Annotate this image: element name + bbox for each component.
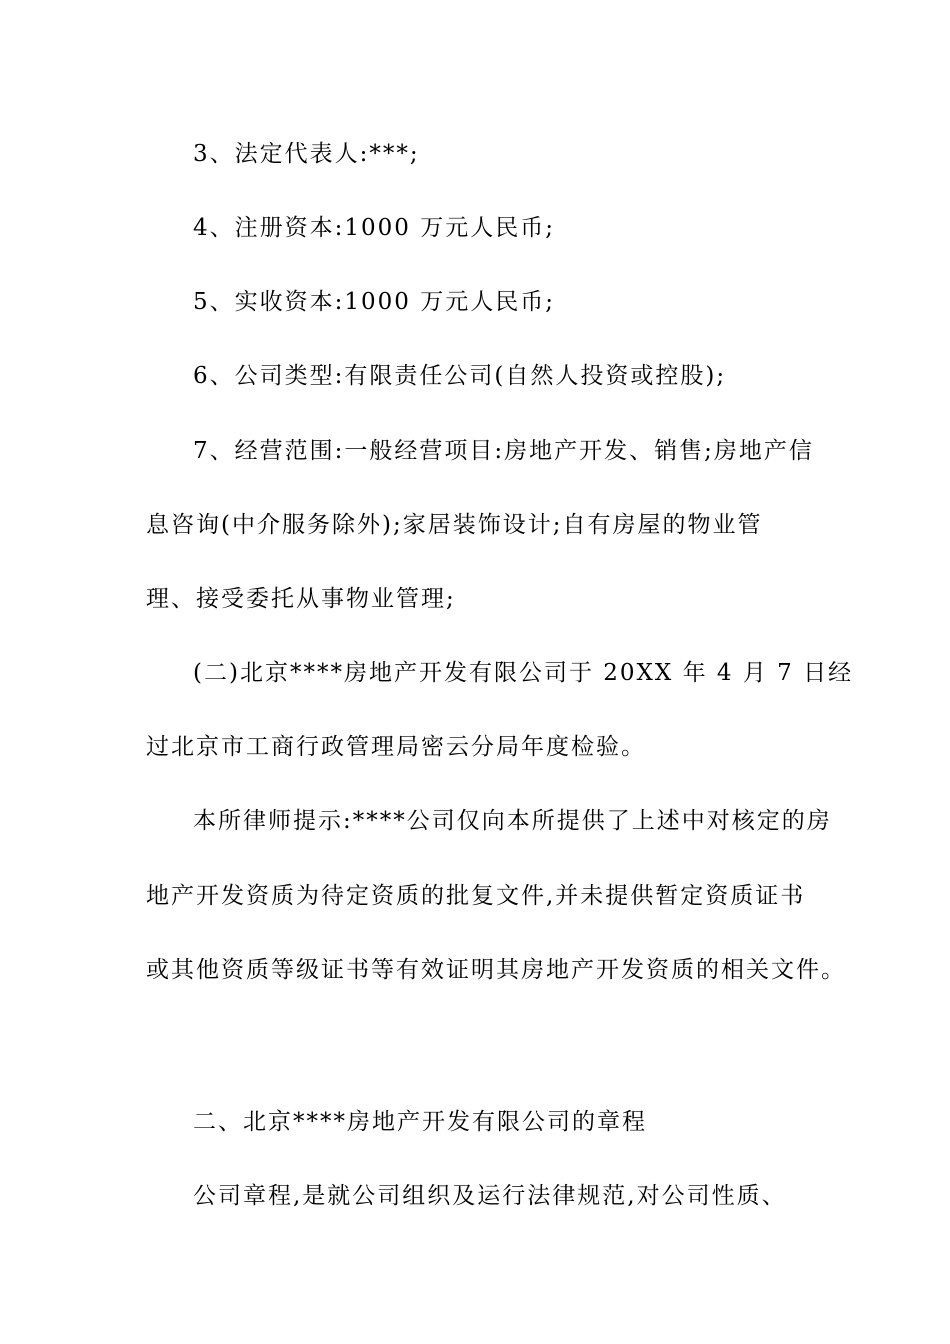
lawyer-note-line-2: 地产开发资质为待定资质的批复文件,并未提供暂定资质证书 bbox=[146, 883, 806, 909]
item-registered-capital: 4、注册资本:1000 万元人民币; bbox=[193, 215, 555, 241]
section-annual-inspection-line-1: (二)北京****房地产开发有限公司于 20XX 年 4 月 7 日经 bbox=[193, 660, 854, 686]
item-legal-representative: 3、法定代表人:***; bbox=[193, 141, 420, 167]
lawyer-note-line-1: 本所律师提示:****公司仅向本所提供了上述中对核定的房 bbox=[193, 808, 832, 834]
articles-paragraph-line-1: 公司章程,是就公司组织及运行法律规范,对公司性质、 bbox=[193, 1183, 787, 1209]
item-business-scope-line-1: 7、经营范围:一般经营项目:房地产开发、销售;房地产信 bbox=[193, 438, 814, 464]
lawyer-note-line-3: 或其他资质等级证书等有效证明其房地产开发资质的相关文件。 bbox=[146, 957, 846, 983]
section-annual-inspection-line-2: 过北京市工商行政管理局密云分局年度检验。 bbox=[146, 734, 646, 760]
item-paid-in-capital: 5、实收资本:1000 万元人民币; bbox=[193, 289, 555, 315]
item-business-scope-line-3: 理、接受委托从事物业管理; bbox=[146, 586, 456, 612]
section-heading-articles: 二、北京****房地产开发有限公司的章程 bbox=[193, 1109, 647, 1135]
item-company-type: 6、公司类型:有限责任公司(自然人投资或控股); bbox=[193, 363, 727, 389]
item-business-scope-line-2: 息咨询(中介服务除外);家居装饰设计;自有房屋的物业管 bbox=[146, 512, 763, 538]
